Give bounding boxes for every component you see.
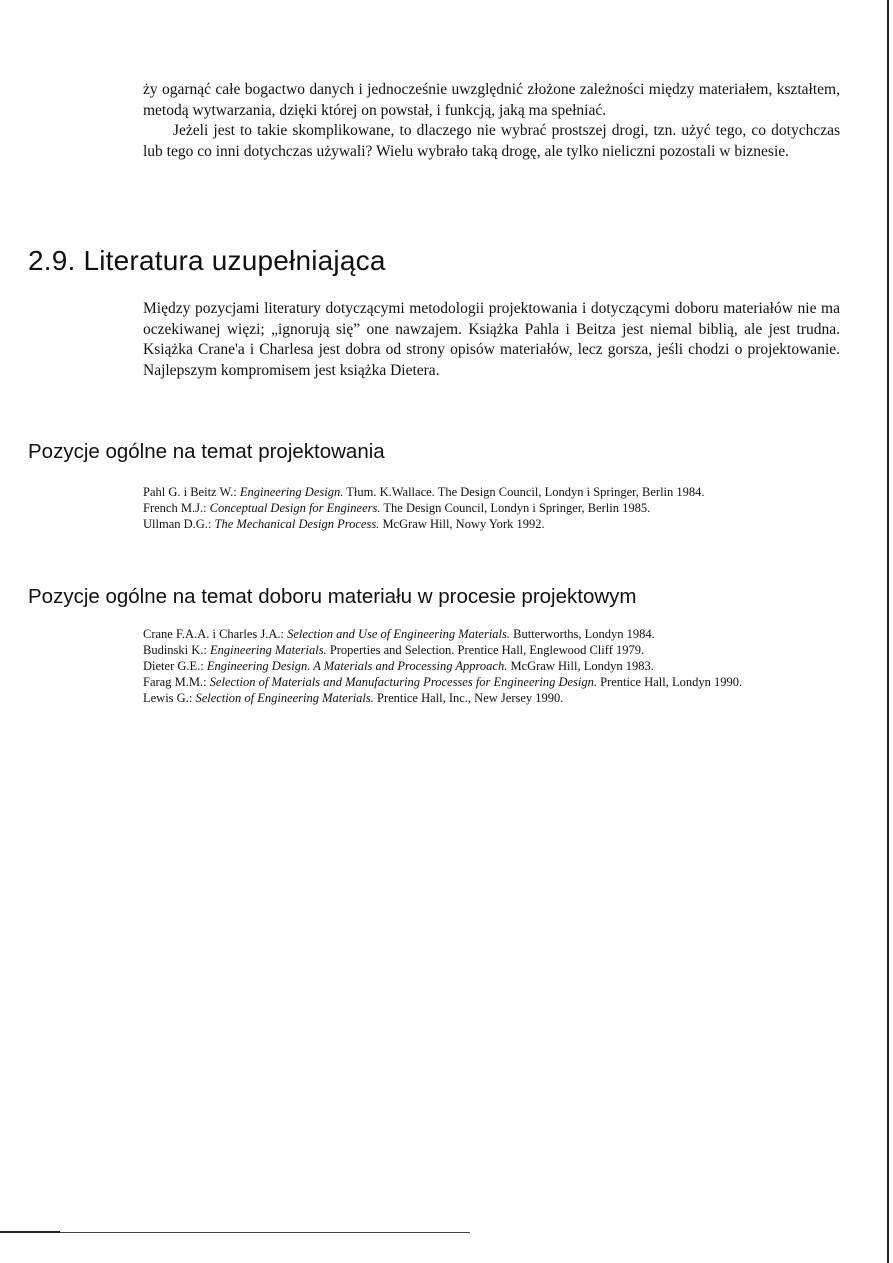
section-title: 2.9. Literatura uzupełniająca <box>28 245 386 276</box>
reference-title: Engineering Materials. <box>210 643 327 657</box>
intro-text <box>143 80 840 162</box>
reference-title: Engineering Design. <box>239 485 344 499</box>
section-text <box>143 299 840 381</box>
reference-details: Prentice Hall, Londyn 1990. <box>600 675 743 689</box>
reference-details: McGraw Hill, Nowy York 1992. <box>382 517 545 531</box>
reference-item <box>143 658 840 674</box>
reference-item <box>143 500 840 516</box>
reference-item <box>143 642 840 658</box>
reference-author: Pahl G. i Beitz W.: <box>143 485 237 499</box>
subheading-general-design: Pozycje ogólne na temat projektowania <box>28 440 385 463</box>
reference-title: Selection and Use of Engineering Materials. <box>287 627 511 641</box>
reference-details: McGraw Hill, Londyn 1983. <box>510 659 654 673</box>
reference-title: Engineering Design. A Materials and Processing Approach. <box>206 659 508 673</box>
reference-details: Butterworths, Londyn 1984. <box>513 627 655 641</box>
reference-item <box>143 484 840 500</box>
reference-title: The Mechanical Design Process. <box>214 517 380 531</box>
reference-author: Lewis G.: <box>143 691 193 705</box>
reference-title: Selection of Materials and Manufacturing Processes for Engineering Design. <box>209 675 598 689</box>
reference-title: Selection of Engineering Materials. <box>195 691 374 705</box>
reference-details: The Design Council, Londyn i Springer, Berlin 1985. <box>383 501 651 515</box>
section-paragraph: Między pozycjami literatury dotyczącymi metodologii projektowania i dotyczącymi doboru materiałów nie ma oczekiwanej więzi; „ignorują się” one nawzajem. Książka Pahla i Beitza jest niemal biblią, ale jest trudna. Książka Crane'a i Charlesa jest dobra od strony opisów materiałów, lecz gorsza, jeśli chodzi o projektowanie. Najlepszym kompromisem jest książka Dietera. <box>143 300 840 379</box>
reference-details: Tłum. K.Wallace. The Design Council, Londyn i Springer, Berlin 1984. <box>346 485 705 499</box>
intro-paragraph: ży ogarnąć całe bogactwo danych i jednocześnie uwzględnić złożone zależności między materiałem, kształtem, metodą wytwarzania, dzięki której on powstał, i funkcją, jaką ma spełniać. <box>143 81 840 119</box>
reference-list-materials <box>143 626 840 706</box>
reference-author: Budinski K.: <box>143 643 207 657</box>
reference-author: Farag M.M.: <box>143 675 207 689</box>
page-edge-rule <box>887 0 889 1263</box>
reference-author: Ullman D.G.: <box>143 517 212 531</box>
reference-item <box>143 690 840 706</box>
reference-author: French M.J.: <box>143 501 207 515</box>
reference-title: Conceptual Design for Engineers. <box>209 501 381 515</box>
bottom-divider-mark <box>0 1231 60 1233</box>
reference-item <box>143 516 840 532</box>
reference-details: Properties and Selection. Prentice Hall, Englewood Cliff 1979. <box>329 643 645 657</box>
reference-author: Crane F.A.A. i Charles J.A.: <box>143 627 284 641</box>
bottom-divider-line <box>0 1232 470 1233</box>
reference-item <box>143 626 840 642</box>
intro-paragraph: Jeżeli jest to takie skomplikowane, to dlaczego nie wybrać prostszej drogi, tzn. użyć tego, co dotychczas lub tego co inni dotychczas używali? Wielu wybrało taką drogę, ale tylko nieliczni pozostali w biznesie. <box>143 122 840 160</box>
reference-author: Dieter G.E.: <box>143 659 204 673</box>
reference-item <box>143 674 840 690</box>
reference-list-general <box>143 484 840 532</box>
reference-details: Prentice Hall, Inc., New Jersey 1990. <box>377 691 564 705</box>
subheading-material-selection: Pozycje ogólne na temat doboru materiału w procesie projektowym <box>28 585 637 608</box>
